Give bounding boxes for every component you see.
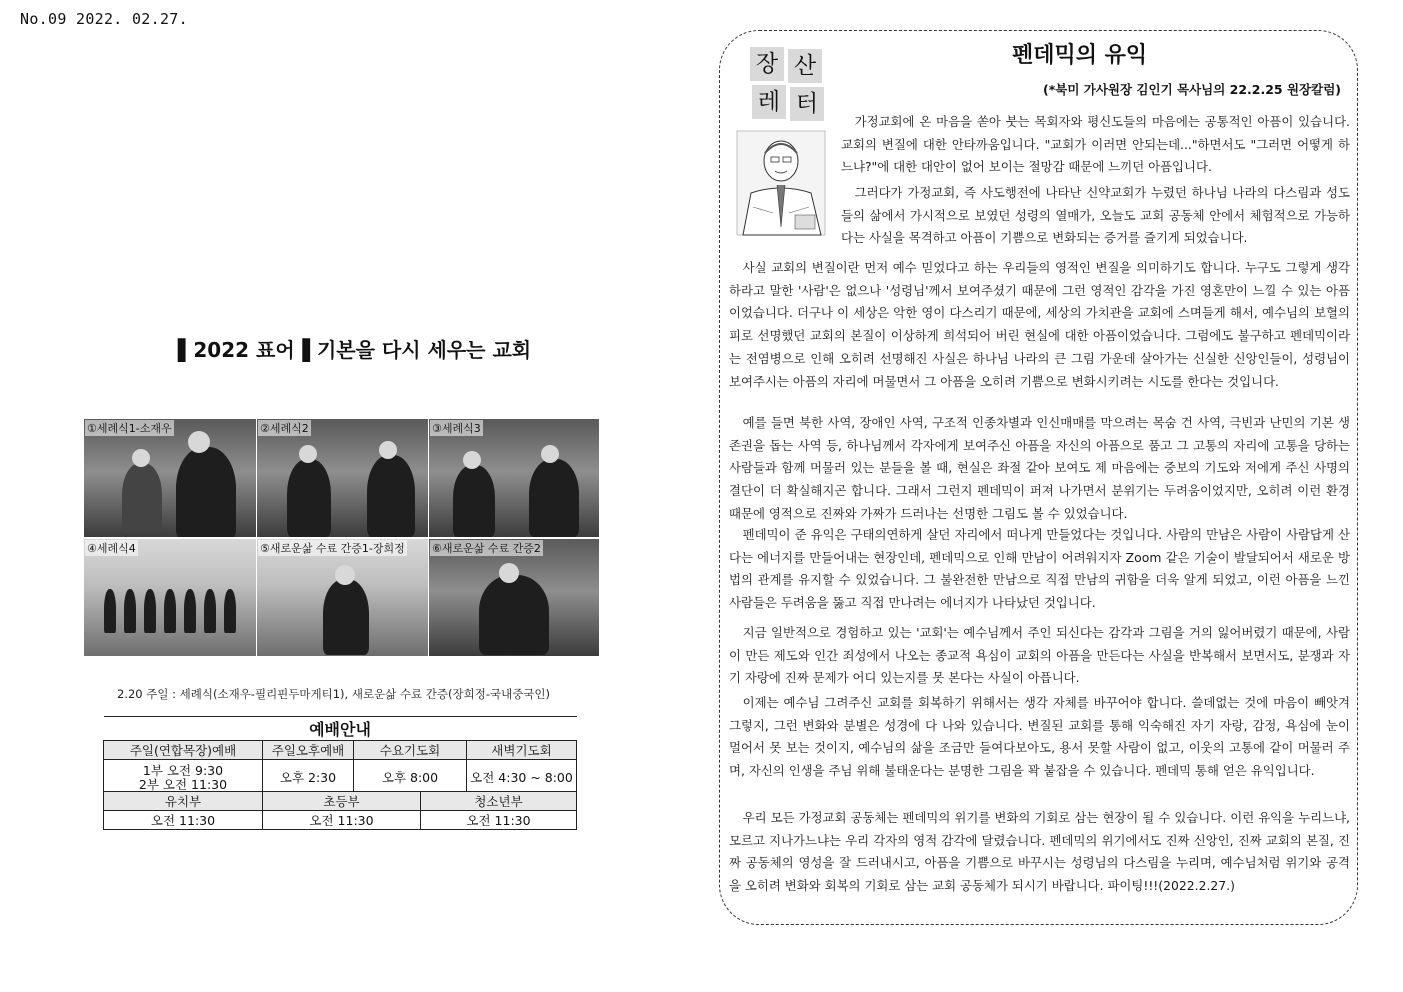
schedule-header: 주일오후예배	[263, 741, 354, 760]
paragraph-text: 이제는 예수님 그려주신 교회를 회복하기 위해서는 생각 자체를 바꾸어야 합니다. 쓸데없는 것에 마음이 빼앗겨 그렇지, 그런 변화와 분별은 성경에 다 나와 있습니다. 변질된 교회를 통해 익숙해진 자기 자랑, 감정, 욕심에 눈이 멀어서 못 보는 것이지, 예수님의 삶을 조금만 들여다보아도, 용서 못할 사람이 없고, 이웃의 고통에 같이 머물러 주며, 자신의 인생을 주님 위해 불태운다는 분명한 그림을 꽉 붙잡을 수 있습니다. 펜데믹 통해 얻은 유익입니다.	[729, 695, 1350, 779]
letter-paragraph	[729, 622, 1350, 690]
photo-testimony-1	[257, 539, 428, 656]
sunday-first-service: 1부 오전 9:30	[142, 763, 224, 778]
photo-testimony-2	[429, 539, 599, 656]
letter-paragraph	[729, 412, 1350, 526]
photo-caption: ②세례식2	[260, 422, 309, 435]
paragraph-text: 예를 들면 북한 사역, 장애인 사역, 구조적 인종차별과 인신매매를 막으려는 목숨 건 사역, 극빈과 난민의 기본 생존권을 돕는 사역 등, 하나님께서 각자에게 보여주신 아픔을 자신의 아픔으로 품고 그 고통의 자리에 고통을 당하는 사람들과 함께 머물러 있는 분들을 볼 때, 현실은 좌절 같아 보여도 제 마음에는 중보의 기도와 저에게 주신 사명의 결단이 더 확실해지곤 합니다. 그래서 그런지 펜데믹이 퍼져 나가면서 분위기는 두려움이었지만, 오히려 이런 환경 때문에 영적으로 진짜와 가짜가 드러나는 선명한 그림도 볼 수 있었습니다.	[729, 415, 1350, 521]
letter-subtitle: (*북미 가사원장 김인기 목사님의 22.2.25 원장칼럼)	[1043, 82, 1341, 97]
photo-baptism-1	[84, 419, 256, 537]
schedule-header: 수요기도회	[354, 741, 467, 760]
schedule-header: 새벽기도회	[467, 741, 577, 760]
dept-header: 청소년부	[421, 792, 577, 811]
dept-header: 유치부	[104, 792, 263, 811]
letter-paragraph	[729, 257, 1350, 393]
badge-char: 산	[788, 49, 822, 83]
paragraph-text: 그러다가 가정교회, 즉 사도행전에 나타난 신약교회가 누렸던 하나님 나라의 다스림과 성도들의 삶에서 가시적으로 보였던 성령의 열매가, 오늘도 교회 공동체 안에서 체험적으로 가능하다는 사실을 목격하고 아픔이 기쁨으로 변화되는 증거를 즐기게 되었습니다.	[841, 185, 1350, 246]
dept-header: 초등부	[263, 792, 421, 811]
department-schedule	[103, 791, 577, 830]
worship-schedule	[103, 716, 577, 797]
badge-char: 레	[752, 85, 786, 119]
pastor-portrait-illustration	[733, 127, 829, 239]
letter-paragraph	[841, 182, 1350, 250]
paragraph-text: 지금 일반적으로 경험하고 있는 '교회'는 예수님께서 주인 되신다는 감각과 그림을 거의 잃어버렸기 때문에, 사람이 만든 제도와 인간 죄성에서 나오는 종교적 욕심이 교회의 아픔을 만든다는 사실을 반복해서 보면서도, 분쟁과 자기 자랑에 진짜 문제가 어디 있는지를 못 본다는 사실이 아픕니다.	[729, 625, 1350, 686]
photo-description: 2.20 주일 : 세례식(소재우-필리핀두마게티1), 새로운삶 수료 간증(장희정-국내중국인)	[117, 687, 551, 701]
dawn-time: 오전 4:30 ~ 8:00	[467, 760, 577, 797]
letter-paragraph	[841, 111, 1350, 179]
wednesday-time: 오후 8:00	[354, 760, 467, 797]
dept-time: 오전 11:30	[421, 811, 577, 830]
paragraph-text: 우리 모든 가정교회 공동체는 펜데믹의 위기를 변화의 기회로 삼는 현장이 될 수 있습니다. 이런 유익을 누리느냐, 모르고 지나가느냐는 우리 각자의 영적 감각에 달렸습니다. 펜데믹의 위기에서도 진짜 신앙인, 진짜 교회의 본질, 진짜 공동체의 영성을 잘 드러내시고, 아픔을 기쁨으로 바꾸시는 성령님의 다스림을 누리며, 예수님처럼 위기와 공격을 오히려 변화와 회복의 기회로 삼는 교회 공동체가 되시기 바랍니다. 파이팅!!!(2022.2.27.)	[729, 810, 1350, 894]
dept-time: 오전 11:30	[263, 811, 421, 830]
afternoon-time: 오후 2:30	[263, 760, 354, 797]
letter-paragraph	[729, 807, 1350, 898]
letter-badge	[750, 47, 826, 121]
dept-time: 오전 11:30	[104, 811, 263, 830]
schedule-title: 예배안내	[104, 717, 577, 741]
photo-caption: ③세례식3	[432, 422, 481, 435]
photo-baptism-3	[429, 419, 599, 537]
badge-char: 터	[790, 87, 824, 121]
paragraph-text: 가정교회에 온 마음을 쏟아 붓는 목회자와 평신도들의 마음에는 공통적인 아픔이 있습니다. 교회의 변질에 대한 안타까움입니다. "교회가 이러면 안되는데..."하면서도 "그러면 어떻게 하느냐?"에 대한 대안이 없어 보이는 절망감 때문에 느끼던 아픔입니다.	[841, 114, 1350, 175]
schedule-header: 주일(연합목장)예배	[104, 741, 263, 760]
sunday-second-service: 2부 오전 11:30	[138, 777, 228, 792]
photo-caption: ⑤새로운삶 수료 간증1-장희정	[260, 542, 405, 555]
photo-grid	[84, 419, 599, 656]
badge-char: 장	[750, 47, 784, 81]
church-motto: ▌2022 표어▐ 기본을 다시 세우는 교회	[178, 338, 532, 362]
paragraph-text: 펜데믹이 준 유익은 구태의연하게 살던 자리에서 떠나게 만들었다는 것입니다. 사람의 만남은 사람이 사람답게 산다는 에너지를 만들어내는 현장인데, 펜데믹으로 인해 만남이 어려워지자 Zoom 같은 기술이 발달되어서 새로운 방법의 관계를 유지할 수 있었습니다. 그 불완전한 만남으로 직접 만남의 귀함을 더욱 알게 되었고, 이런 아픔을 느낀 사람들은 두려움을 뚫고 직접 만나려는 에너지가 나타났던 것입니다.	[729, 527, 1350, 611]
paragraph-text: 사실 교회의 변질이란 먼저 예수 믿었다고 하는 우리들의 영적인 변질을 의미하기도 합니다. 누구도 그렇게 생각하라고 말한 '사람'은 없으나 '성령님'께서 보여주셨기 때문에 그런 영적인 감각을 가진 영혼만이 느낄 수 있는 아픔이었습니다. 더구나 이 세상은 악한 영이 다스리기 때문에, 세상의 가치관을 교회에 스며들게 해서, 예수님의 보혈의 피로 선명했던 교회의 본질이 이상하게 희석되어 버린 현실에 대한 아픔이었습니다. 그럼에도 불구하고 펜데믹이라는 전염병으로 인해 오히려 선명해진 사실은 하나님 나라의 큰 그림 가운데 살아가는 신실한 신앙인들이, 성령님이 보여주시는 아픔의 자리에 머물면서 그 아픔을 오히려 기쁨으로 변화시키려는 시도를 한다는 것입니다.	[729, 260, 1350, 389]
issue-number: No.09 2022. 02.27.	[20, 10, 188, 28]
photo-caption: ①세례식1-소재우	[87, 422, 172, 435]
photo-baptism-4	[84, 539, 256, 656]
letter-paragraph	[729, 692, 1350, 783]
photo-baptism-2	[257, 419, 428, 537]
photo-caption: ④세례식4	[87, 542, 136, 555]
letter-title: 펜데믹의 유익	[1012, 43, 1148, 68]
photo-caption: ⑥새로운삶 수료 간증2	[432, 542, 541, 555]
letter-paragraph	[729, 524, 1350, 615]
